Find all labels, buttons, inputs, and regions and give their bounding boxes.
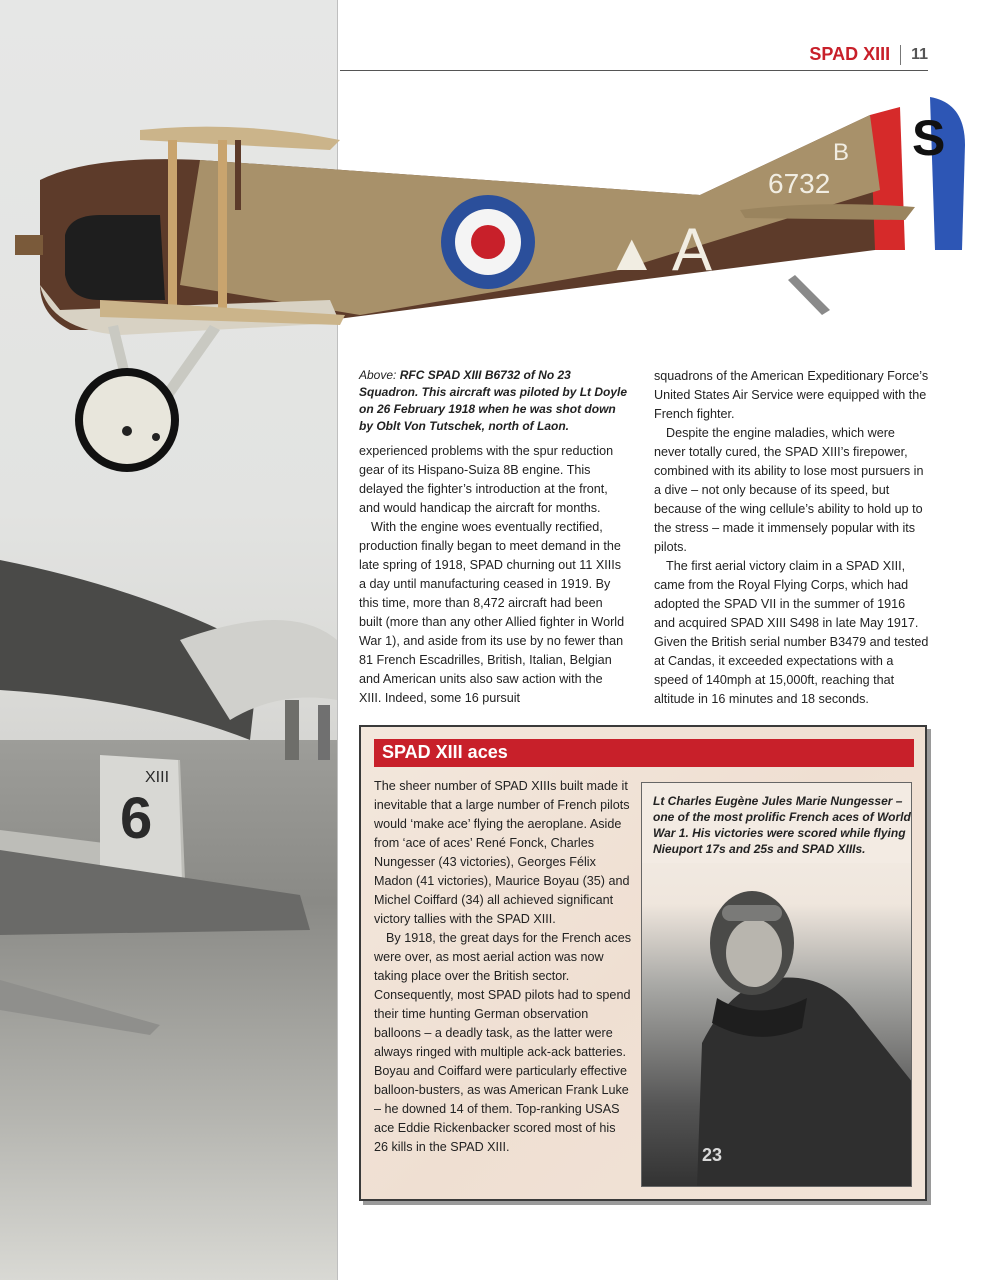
elevator-shape [0,980,160,1035]
photo-visible-text: 23 [702,1145,723,1165]
sidebar-text [374,777,632,1157]
caption-lead: Above: [359,368,397,382]
roundel-red [471,225,505,259]
wheel-axle [122,426,132,436]
wing-strut [168,140,177,310]
face-shape [726,919,782,987]
propeller-hub [15,235,43,255]
sidebar-title-bar [374,739,914,767]
body-paragraph: squadrons of the American Expeditionary Force’s United States Air Service were equipped with the French fighter. [654,369,929,421]
cabane-strut [235,140,241,210]
sidebar-paragraph: By 1918, the great days for the French aces were over, as most aerial action was now taking place over the British sector. Consequently, most SPAD pilots had to spend their time hunting German observation balloons – a deadly task, as the latter were always ringed with multiple ack-ack batteries. Boyau and Coiffard were particularly effective balloon-busters, as was American Frank Luke – he downed 14 of them. Top-ranking USAS ace Eddie Rickenbacker scored most of his 26 kills in the SPAD XIII. [374,931,632,1154]
body-column-1 [359,442,627,708]
running-head [809,44,928,65]
body-paragraph: Despite the engine maladies, which were never totally cured, the SPAD XIII’s firepower, combined with its ability to lose most pursuers in a dive – not only because of its speed, but because of the wing cellule’s ability to hold up to the stress – made it immensely popular with its pilots. [654,426,924,554]
header-rule [340,70,928,71]
tail-number-text: 6 [120,786,153,851]
body-paragraph: experienced problems with the spur reduction gear of its Hispano-Suiza 8B engine. This delayed the fighter’s introduction at the front, and would handicap the aircraft for months. [359,444,614,515]
tail-skid-shape [788,275,830,315]
body-paragraph: With the engine woes eventually rectified, production finally began to meet demand in the late spring of 1918, SPAD churning out 11 XIIIs a day until manufacturing ceased in 1919. By this time, more than 8,472 aircraft had been built (more than any other Allied fighter in World War 1), and aside from its use by no fewer than 81 French Escadrilles, British, Italian, Belgian and American units also saw action with the XIII. Indeed, some 16 pursuit [359,520,625,705]
aces-sidebar [359,725,927,1201]
image-caption [359,367,629,435]
figure-shape [285,700,299,760]
wheel-bolt [152,433,160,441]
tail-letter-text: S [912,110,946,166]
body-column-2 [654,367,929,709]
fuselage-letter-text: A [672,216,713,283]
goggles-shape [722,905,782,921]
body-paragraph: The first aerial victory claim in a SPAD XIII, came from the Royal Flying Corps, which had adopted the SPAD VII in the summer of 1916 and acquired SPAD XIII S498 in late May 1917. Given the British serial number B3479 and tested at Candas, it exceeded expectations with a speed of 140mph at 15,000ft, reaching that altitude in 16 minutes and 18 seconds. [654,559,929,706]
page-number: 11 [911,45,928,63]
flight-letter-text: B [833,139,850,166]
running-head-title: SPAD XIII [809,44,891,64]
sidebar-paragraph: The sheer number of SPAD XIIIs built made it inevitable that a large number of French pilots would ‘make ace’ flying the aeroplane. Aside from ‘ace of aces’ René Fonck, Charles Nungesser (43 victories), Georges Félix Madon (41 victories), Maurice Boyau (35) and Michel Coiffard (34) all achieved significant victory tallies with the SPAD XIII. [374,779,630,926]
running-head-separator [900,45,901,65]
wing-strut [218,140,227,310]
photo-caption: Lt Charles Eugène Jules Marie Nungesser – one of the most prolific French aces of World War 1. His victories were scored while flying Nieuport 17s and 25s and SPAD XIIIs. [653,794,911,856]
caption-text: RFC SPAD XIII B6732 of No 23 Squadron. This aircraft was piloted by Lt Doyle on 26 February 1918 when he was shot down by Oblt Von Tutschek, north of Laon. [359,368,628,433]
tail-model-text: XIII [145,769,170,786]
engine-cowling-opening [65,215,165,300]
figure-shape [318,705,330,760]
serial-number-text: 6732 [768,168,831,199]
fuselage-symbol-text: ▲ [606,224,658,282]
wheel-hub [83,376,171,464]
sidebar-title: SPAD XIII aces [382,742,508,762]
